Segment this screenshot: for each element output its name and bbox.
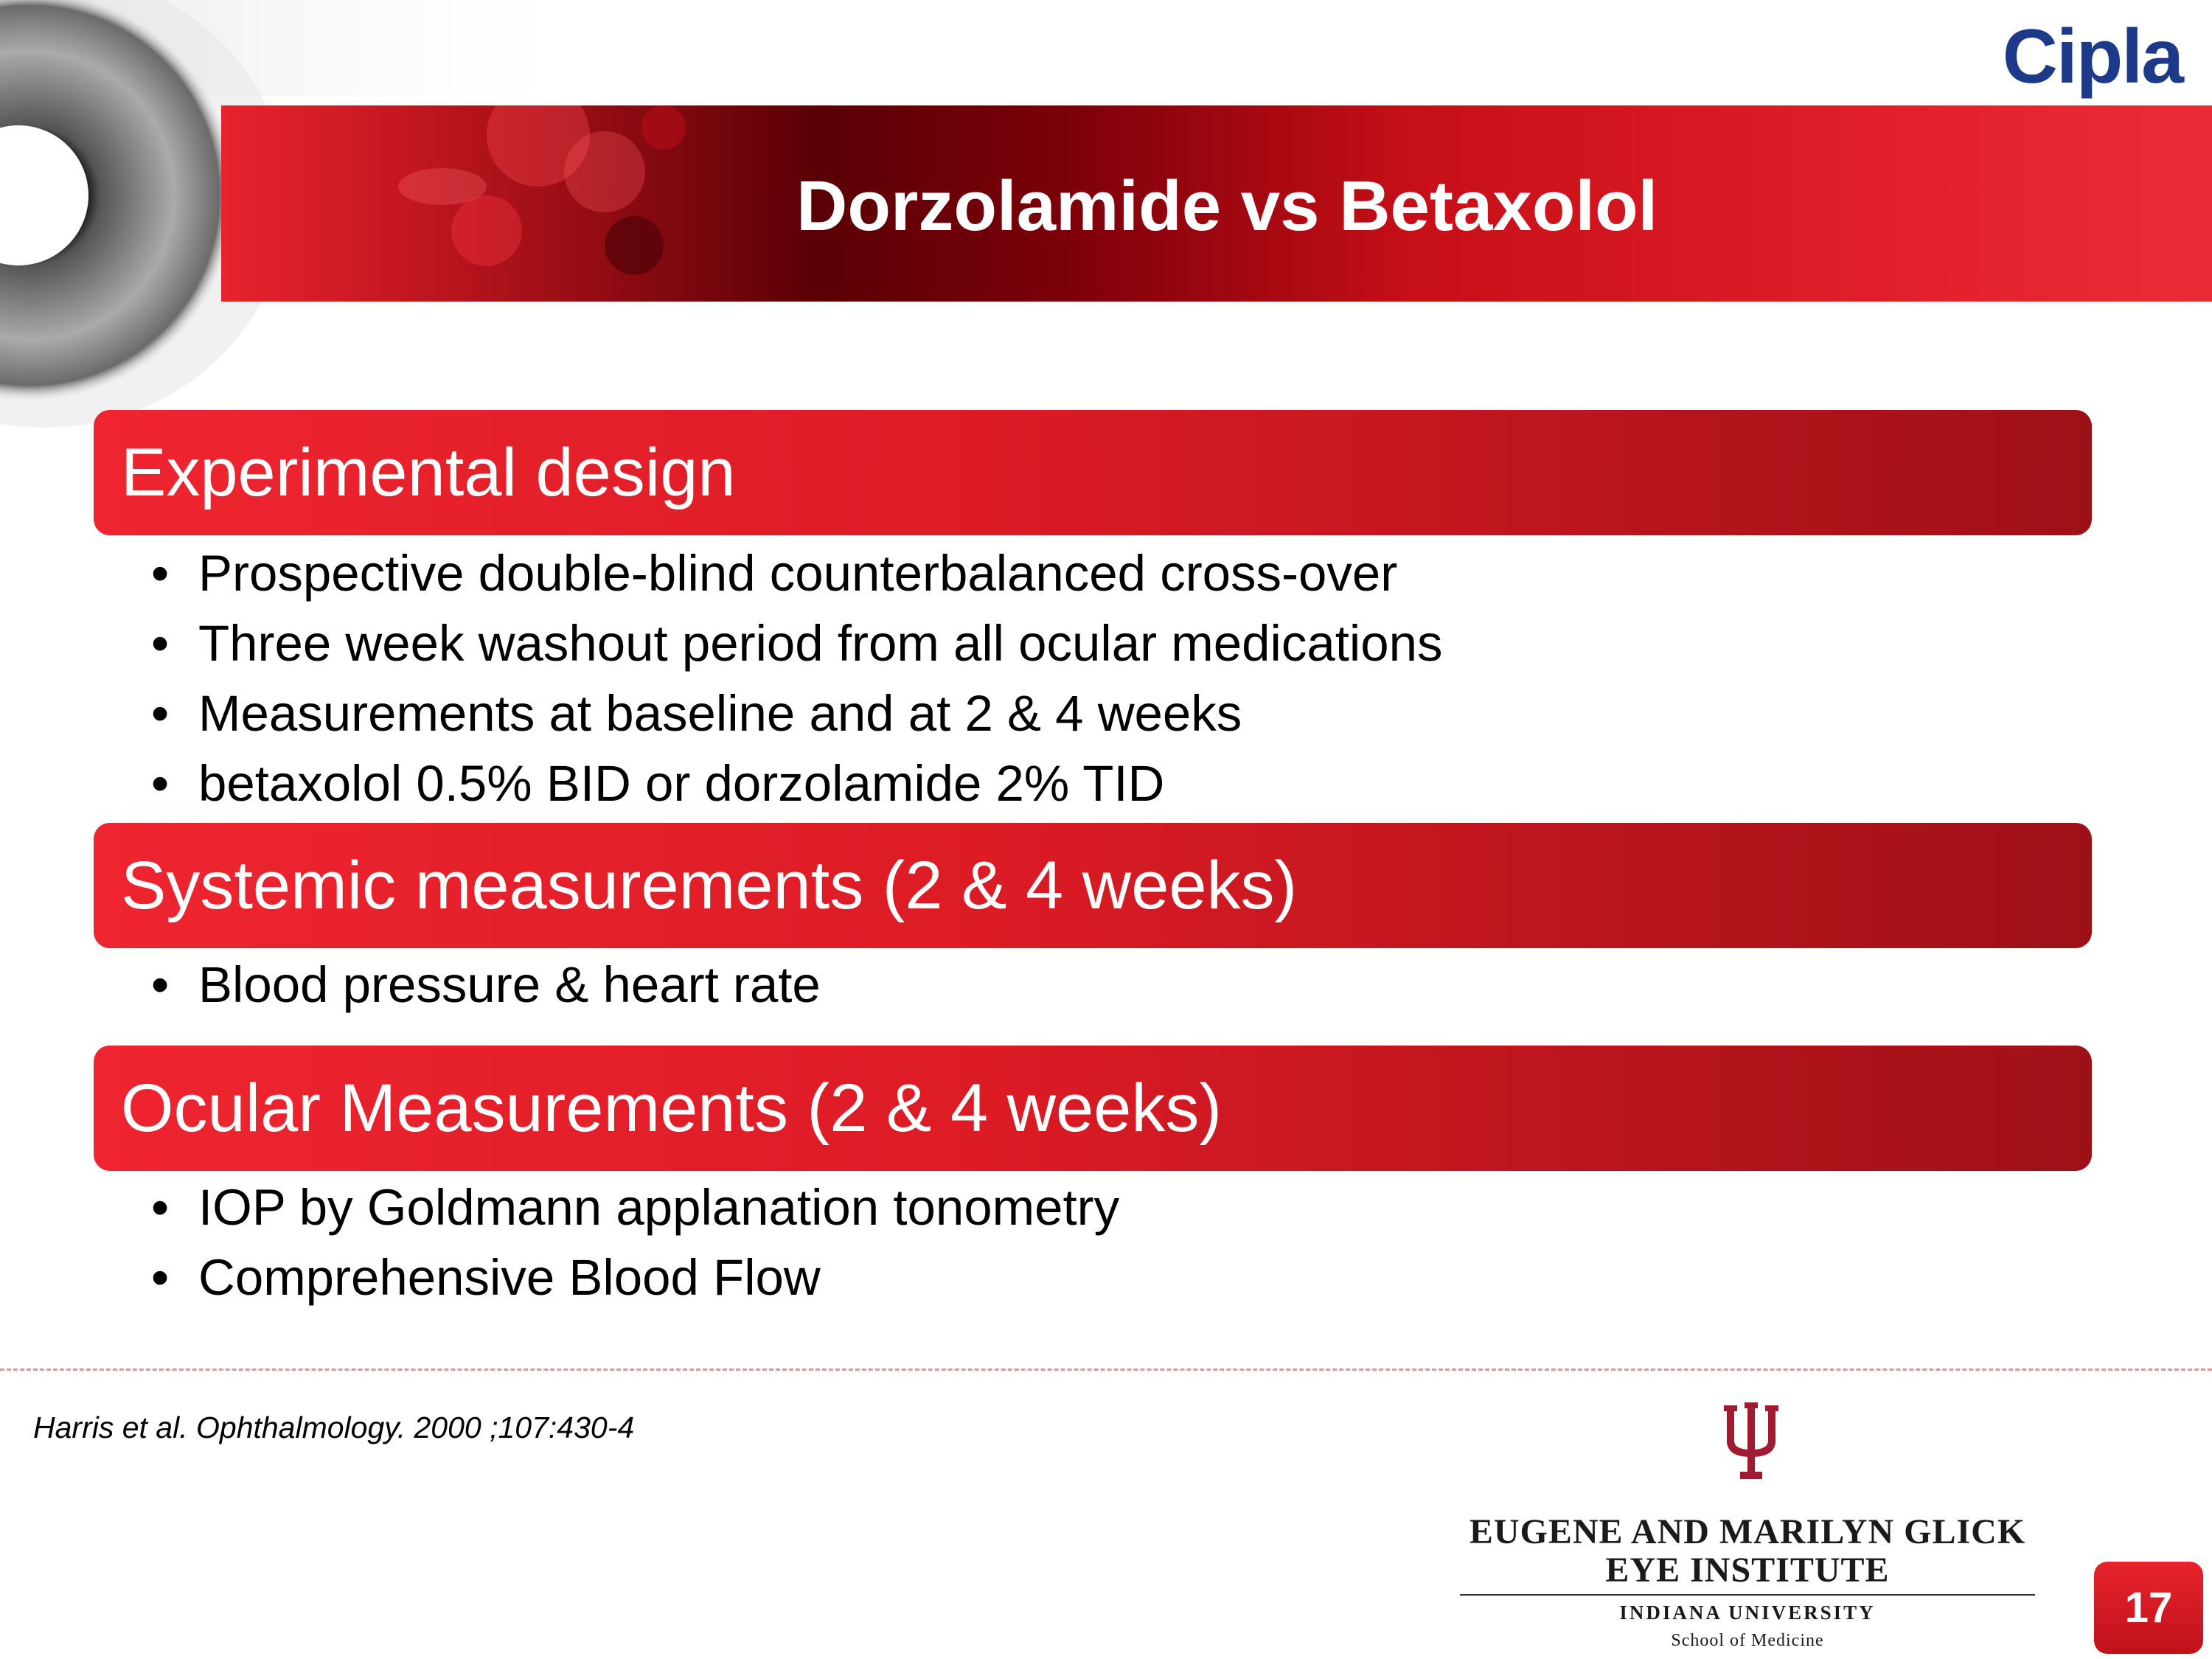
bullet-icon: • <box>151 755 170 812</box>
institute-name-line1: EUGENE AND MARILYN GLICK <box>1469 1512 2026 1551</box>
bullet-icon: • <box>151 545 170 602</box>
list-item: • Blood pressure & heart rate <box>151 950 821 1020</box>
list-item: • Comprehensive Blood Flow <box>151 1242 1119 1312</box>
institute-name-line2: EYE INSTITUTE <box>1605 1551 1890 1590</box>
blood-cells-icon <box>221 105 782 302</box>
section-heading-experimental-design: Experimental design <box>94 410 2092 535</box>
list-item: • Three week washout period from all ocular medications <box>151 608 1442 678</box>
school-name: School of Medicine <box>1671 1631 1824 1650</box>
institute-divider <box>1460 1594 2035 1596</box>
bullet-icon: • <box>151 1179 170 1236</box>
bullet-icon: • <box>151 615 170 672</box>
institute-logo <box>1453 1401 2042 1652</box>
citation: Harris et al. Ophthalmology. 2000 ;107:430-4 <box>33 1411 635 1444</box>
iu-trident-icon <box>1718 1402 1784 1484</box>
section-heading-ocular-measurements: Ocular Measurements (2 & 4 weeks) <box>94 1046 2092 1171</box>
bullet-list-ocular-measurements <box>151 1172 1119 1312</box>
list-item: • Measurements at baseline and at 2 & 4 weeks <box>151 678 1442 748</box>
cipla-logo: Cipla <box>2002 14 2183 100</box>
list-item: • betaxolol 0.5% BID or dorzolamide 2% TID <box>151 748 1442 818</box>
bullet-list-systemic-measurements <box>151 950 821 1020</box>
page-number-badge: 17 <box>2094 1562 2203 1654</box>
bullet-icon: • <box>151 956 170 1013</box>
university-name: INDIANA UNIVERSITY <box>1619 1601 1876 1624</box>
list-item: • Prospective double-blind counterbalanced cross-over <box>151 538 1442 608</box>
bullet-list-experimental-design <box>151 538 1442 818</box>
slide-title: Dorzolamide vs Betaxolol <box>796 167 1658 246</box>
bullet-icon: • <box>151 685 170 742</box>
section-heading-systemic-measurements: Systemic measurements (2 & 4 weeks) <box>94 823 2092 948</box>
list-item: • IOP by Goldmann applanation tonometry <box>151 1172 1119 1242</box>
bullet-icon: • <box>151 1249 170 1306</box>
footer-divider <box>0 1368 2212 1371</box>
